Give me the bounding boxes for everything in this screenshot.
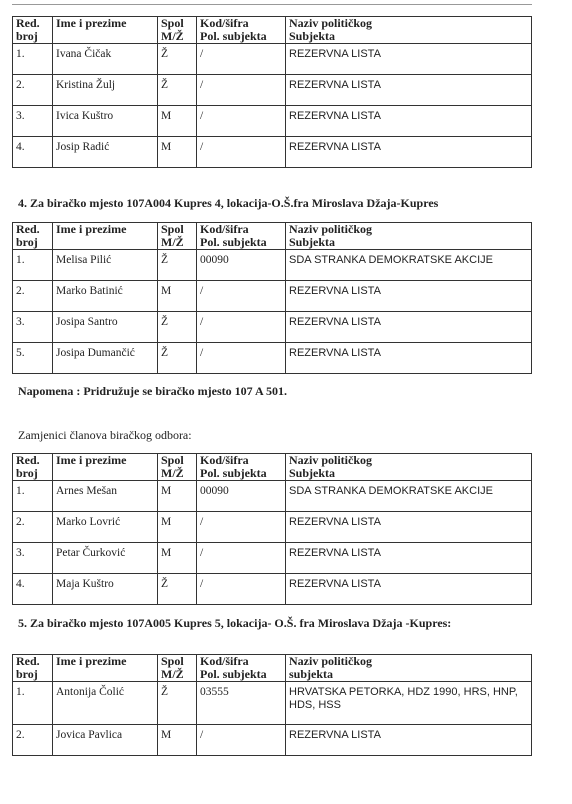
napomena-note: Napomena : Pridružuje se biračko mjesto 107 A 501. [18, 384, 287, 398]
table-row: 4. Maja Kuštro Ž / REZERVNA LISTA [13, 574, 532, 605]
table-row: 2. Marko Batinić M / REZERVNA LISTA [13, 281, 532, 312]
members-table-5 [12, 654, 532, 756]
members-table-4 [12, 222, 532, 374]
table-header-row: Red. broj Ime i prezime Spol M/Ž Kod/šifra Pol. subjekta Naziv političkog subjekta [13, 655, 532, 682]
table-row: 1. Arnes Mešan M 00090 SDA STRANKA DEMOKRATSKE AKCIJE [13, 481, 532, 512]
table-row: 1. Antonija Čolić Ž 03555 HRVATSKA PETORKA, HDZ 1990, HRS, HNP, HDS, HSS [13, 682, 532, 725]
deputies-table [12, 453, 532, 605]
table-row: 3. Ivica Kuštro M / REZERVNA LISTA [13, 106, 532, 137]
table-row: 5. Josipa Dumančić Ž / REZERVNA LISTA [13, 343, 532, 374]
section-5-heading: 5. Za biračko mjesto 107A005 Kupres 5, lokacija- O.Š. fra Miroslava Džaja -Kupres: [18, 616, 452, 630]
table-row: 1. Melisa Pilić Ž 00090 SDA STRANKA DEMOKRATSKE AKCIJE [13, 250, 532, 281]
zamjenici-label: Zamjenici članova biračkog odbora: [18, 428, 192, 442]
col-kod: Kod/šifra Pol. subjekta [197, 17, 286, 44]
table-row: 2. Kristina Žulj Ž / REZERVNA LISTA [13, 75, 532, 106]
col-red-broj: Red. broj [13, 17, 53, 44]
col-spol: Spol M/Ž [158, 17, 197, 44]
table-header-row [13, 17, 532, 44]
table-header-row: Red. broj Ime i prezime Spol M/Ž Kod/šifra Pol. subjekta Naziv političkog Subjekta [13, 454, 532, 481]
page-top-edge [12, 4, 532, 5]
table-row: 1. Ivana Čičak Ž / REZERVNA LISTA [13, 44, 532, 75]
table-row: 3. Petar Čurković M / REZERVNA LISTA [13, 543, 532, 574]
col-ime: Ime i prezime [53, 17, 158, 44]
table-row: 2. Marko Lovrić M / REZERVNA LISTA [13, 512, 532, 543]
table-row: 3. Josipa Santro Ž / REZERVNA LISTA [13, 312, 532, 343]
members-table-3 [12, 16, 532, 168]
section-4-heading: 4. Za biračko mjesto 107A004 Kupres 4, lokacija-O.Š.fra Miroslava Džaja-Kupres [18, 196, 439, 210]
table-row: 4. Josip Radić M / REZERVNA LISTA [13, 137, 532, 168]
col-naziv: Naziv političkog Subjekta [286, 17, 532, 44]
table-row: 2. Jovica Pavlica M / REZERVNA LISTA [13, 725, 532, 756]
table-header-row: Red. broj Ime i prezime Spol M/Ž Kod/šifra Pol. subjekta Naziv političkog Subjekta [13, 223, 532, 250]
